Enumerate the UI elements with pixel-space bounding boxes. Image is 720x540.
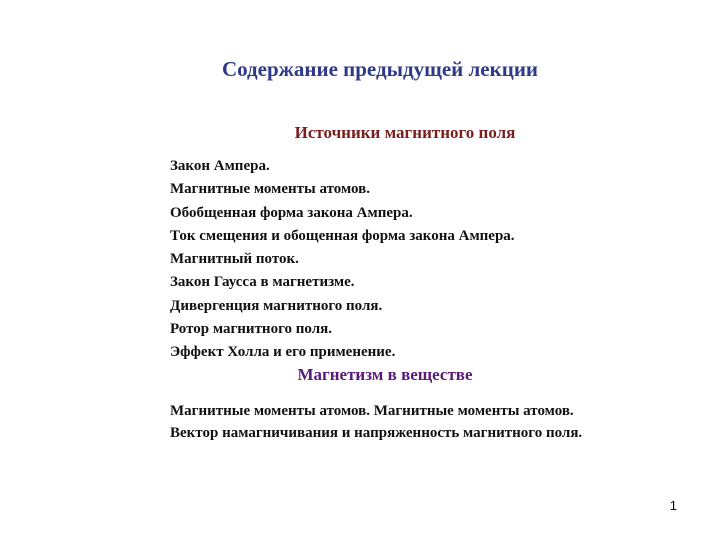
list-item: Вектор намагничивания и напряженность магнитного поля.	[170, 424, 583, 441]
topic-list-magnetic-field-sources	[170, 155, 515, 365]
list-item: Закон Гаусса в магнетизме.	[170, 274, 355, 291]
list-item: Магнитные моменты атомов. Магнитные моменты атомов.	[170, 403, 574, 419]
list-item: Магнитные моменты атомов.	[170, 181, 370, 198]
list-item: Дивергенция магнитного поля.	[170, 297, 383, 314]
section-heading-magnetism-in-matter: Магнетизм в веществе	[297, 365, 473, 384]
page-number: 1	[669, 498, 677, 513]
slide-title: Содержание предыдущей лекции	[221, 57, 539, 81]
list-item: Закон Ампера.	[170, 158, 270, 174]
list-item: Ротор магнитного поля.	[170, 321, 332, 338]
section-heading-magnetic-field-sources: Источники магнитного поля	[294, 123, 516, 142]
list-item: Ток смещения и обощенная форма закона Ампера.	[170, 227, 515, 244]
list-item: Магнитный поток.	[170, 251, 299, 268]
list-item: Обобщенная форма закона Ампера.	[170, 204, 413, 221]
topic-list-magnetism-in-matter	[170, 401, 610, 444]
list-item: Эффект Холла и его применение.	[170, 344, 396, 361]
